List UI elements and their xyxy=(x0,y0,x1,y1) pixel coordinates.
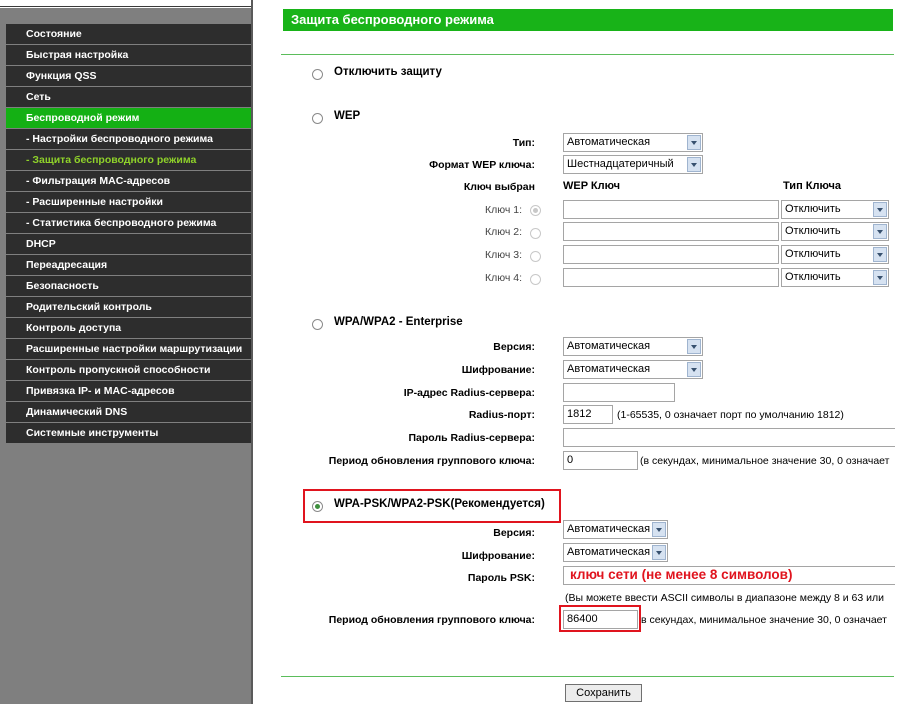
wpa-psk-radio[interactable] xyxy=(312,501,323,512)
wep-format-select[interactable]: Шестнадцатеричный xyxy=(563,155,703,174)
radius-port-label: Radius-порт: xyxy=(468,409,535,421)
radius-ip-label: IP-адрес Radius-сервера: xyxy=(403,387,535,399)
footer-divider xyxy=(281,676,894,677)
sidebar-border xyxy=(251,0,253,704)
sidebar-item-ip-mac-binding[interactable]: Привязка IP- и MAC-адресов xyxy=(6,381,251,401)
header-divider xyxy=(281,54,894,55)
chevron-down-icon xyxy=(687,339,701,354)
sidebar-item-dhcp[interactable]: DHCP xyxy=(6,234,251,254)
sidebar-item-advanced-routing[interactable]: Расширенные настройки маршрутизации xyxy=(6,339,251,359)
ent-group-key-period-label: Период обновления группового ключа: xyxy=(328,455,535,467)
wep-radio[interactable] xyxy=(312,113,323,124)
sidebar-item-security[interactable]: Безопасность xyxy=(6,276,251,296)
sidebar-item-access-control[interactable]: Контроль доступа xyxy=(6,318,251,338)
psk-password-label: Пароль PSK: xyxy=(467,572,535,584)
chevron-down-icon xyxy=(873,202,887,217)
psk-encryption-select[interactable]: Автоматическая xyxy=(563,543,668,562)
wep-key3-label: Ключ 3: xyxy=(484,249,522,261)
wep-key4-input[interactable] xyxy=(563,268,779,287)
save-button[interactable]: Сохранить xyxy=(565,684,642,702)
sidebar xyxy=(0,0,253,704)
chevron-down-icon xyxy=(652,522,666,537)
wpa-enterprise-label: WPA/WPA2 - Enterprise xyxy=(334,316,463,328)
ent-group-key-period-input[interactable]: 0 xyxy=(563,451,638,470)
ent-encryption-select[interactable]: Автоматическая xyxy=(563,360,703,379)
psk-encryption-label: Шифрование: xyxy=(461,550,535,562)
wep-key1-radio[interactable] xyxy=(530,205,541,216)
disable-security-radio[interactable] xyxy=(312,69,323,80)
psk-password-annotation: ключ сети (не менее 8 символов) xyxy=(570,567,793,582)
chevron-down-icon xyxy=(687,157,701,172)
chevron-down-icon xyxy=(873,224,887,239)
sidebar-item-forwarding[interactable]: Переадресация xyxy=(6,255,251,275)
page-title: Защита беспроводного режима xyxy=(283,9,893,31)
wep-key-type-column-header: Тип Ключа xyxy=(783,180,841,192)
sidebar-item-wireless[interactable]: Беспроводной режим xyxy=(6,108,251,128)
wep-key1-input[interactable] xyxy=(563,200,779,219)
psk-group-key-period-label: Период обновления группового ключа: xyxy=(328,614,535,626)
radio-dot-icon xyxy=(315,504,320,509)
chevron-down-icon xyxy=(687,135,701,150)
wep-key2-input[interactable] xyxy=(563,222,779,241)
psk-version-select[interactable]: Автоматическая xyxy=(563,520,668,539)
wep-key3-type-select[interactable]: Отключить xyxy=(781,245,889,264)
wep-key4-type-select[interactable]: Отключить xyxy=(781,268,889,287)
wep-key3-radio[interactable] xyxy=(530,251,541,262)
radius-password-label: Пароль Radius-сервера: xyxy=(408,432,535,444)
wep-key2-radio[interactable] xyxy=(530,228,541,239)
sidebar-item-quick-setup[interactable]: Быстрая настройка xyxy=(6,45,251,65)
wep-type-label: Тип: xyxy=(512,137,535,149)
chevron-down-icon xyxy=(873,247,887,262)
chevron-down-icon xyxy=(652,545,666,560)
radius-ip-input[interactable] xyxy=(563,383,675,402)
disable-security-label: Отключить защиту xyxy=(334,66,442,78)
chevron-down-icon xyxy=(687,362,701,377)
wep-key4-radio[interactable] xyxy=(530,274,541,285)
sidebar-item-wireless-statistics[interactable]: - Статистика беспроводного режима xyxy=(6,213,251,233)
psk-version-label: Версия: xyxy=(493,527,535,539)
radius-port-hint: (1-65535, 0 означает порт по умолчанию 1812) xyxy=(617,409,844,421)
wep-key1-type-select[interactable]: Отключить xyxy=(781,200,889,219)
ent-version-label: Версия: xyxy=(493,341,535,353)
wep-key3-input[interactable] xyxy=(563,245,779,264)
wep-key-column-header: WEP Ключ xyxy=(563,180,620,192)
wep-label: WEP xyxy=(334,110,361,122)
sidebar-item-status[interactable]: Состояние xyxy=(6,24,251,44)
sidebar-item-parental-control[interactable]: Родительский контроль xyxy=(6,297,251,317)
wep-key1-label: Ключ 1: xyxy=(484,204,522,216)
wep-key2-type-select[interactable]: Отключить xyxy=(781,222,889,241)
sidebar-top-divider xyxy=(0,6,253,7)
psk-group-key-period-hint: в секундах, минимальное значение 30, 0 означает xyxy=(641,614,887,626)
wep-type-select[interactable]: Автоматическая xyxy=(563,133,703,152)
wep-selected-key-header: Ключ выбран xyxy=(463,181,535,193)
ent-encryption-label: Шифрование: xyxy=(461,364,535,376)
sidebar-item-mac-filtering[interactable]: - Фильтрация MAC-адресов xyxy=(6,171,251,191)
period-highlight-box xyxy=(559,605,641,632)
radius-password-input[interactable] xyxy=(563,428,895,447)
sidebar-item-wireless-settings[interactable]: - Настройки беспроводного режима xyxy=(6,129,251,149)
chevron-down-icon xyxy=(873,270,887,285)
sidebar-item-wireless-advanced[interactable]: - Расширенные настройки xyxy=(6,192,251,212)
wep-key2-label: Ключ 2: xyxy=(484,226,522,238)
sidebar-item-bandwidth-control[interactable]: Контроль пропускной способности xyxy=(6,360,251,380)
sidebar-item-wireless-security[interactable]: - Защита беспроводного режима xyxy=(6,150,251,170)
radius-port-input[interactable]: 1812 xyxy=(563,405,613,424)
wep-format-label: Формат WEP ключа: xyxy=(429,159,535,171)
ent-group-key-period-hint: (в секундах, минимальное значение 30, 0 означает xyxy=(640,455,890,467)
sidebar-item-ddns[interactable]: Динамический DNS xyxy=(6,402,251,422)
ent-version-select[interactable]: Автоматическая xyxy=(563,337,703,356)
sidebar-item-qss[interactable]: Функция QSS xyxy=(6,66,251,86)
wpa-enterprise-radio[interactable] xyxy=(312,319,323,330)
sidebar-item-network[interactable]: Сеть xyxy=(6,87,251,107)
radio-dot-icon xyxy=(533,208,538,213)
wep-key4-label: Ключ 4: xyxy=(484,272,522,284)
wpa-psk-label: WPA-PSK/WPA2-PSK(Рекомендуется) xyxy=(334,498,545,510)
psk-password-hint: (Вы можете ввести ASCII символы в диапазоне между 8 и 63 или xyxy=(565,592,884,604)
psk-group-key-period-input[interactable]: 86400 xyxy=(563,610,638,629)
sidebar-item-system-tools[interactable]: Системные инструменты xyxy=(6,423,251,443)
